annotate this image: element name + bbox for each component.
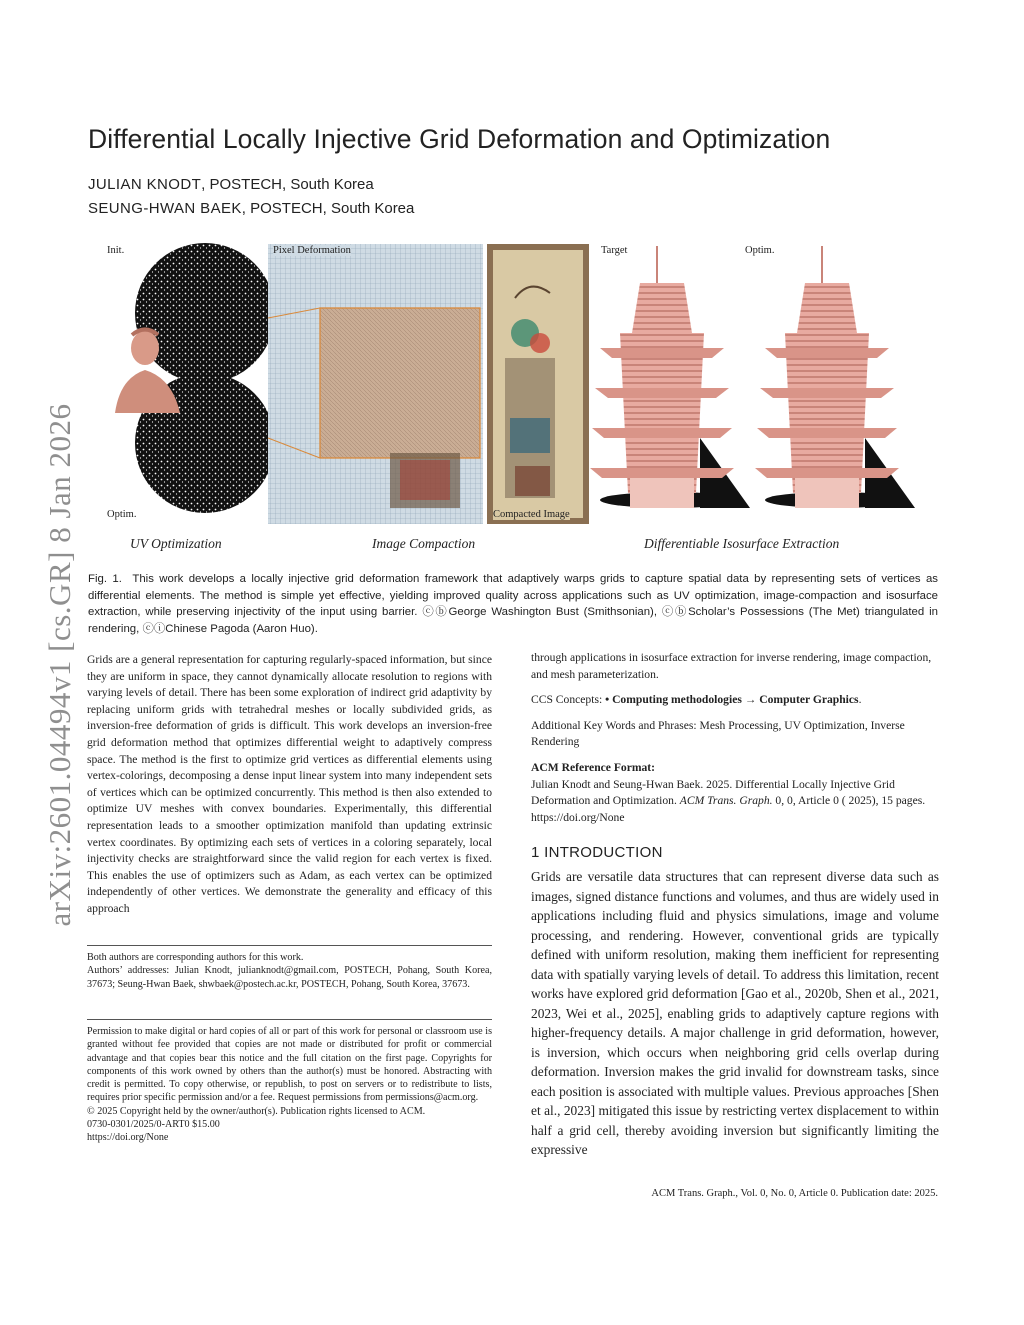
caption-credit-2: Scholar’s Possessions (The Met) triangulated in rendering, xyxy=(88,606,938,635)
figure-1 xyxy=(100,238,930,551)
arxiv-stamp-text: arXiv:2601.04494v1 [cs.GR] 8 Jan 2026 xyxy=(42,403,77,927)
pagoda-target xyxy=(590,246,750,508)
right-column xyxy=(531,650,939,826)
ccs-concepts xyxy=(531,692,939,709)
label-optim-right: Optim. xyxy=(745,245,775,256)
deformed-region xyxy=(320,308,480,458)
pagoda-optim xyxy=(755,246,915,508)
ccs-concept: Computing methodologies → Computer Graphics xyxy=(612,693,859,707)
cc-by-icon: ⓒⓑ xyxy=(661,606,689,618)
caption-label: Fig. 1. xyxy=(88,573,122,585)
author-2-affiliation: , POSTECH, South Korea xyxy=(241,200,415,217)
label-optim-left: Optim. xyxy=(107,509,137,520)
author-1-affiliation: , POSTECH, South Korea xyxy=(201,176,374,193)
author-1 xyxy=(88,176,374,193)
ccs-prefix: CCS Concepts: xyxy=(531,693,606,707)
cc-by-icon: ⓒⓑ xyxy=(422,606,449,618)
subcaption-compaction: Image Compaction xyxy=(372,536,476,551)
uv-init-disc xyxy=(135,243,275,383)
ccs-end: . xyxy=(858,693,862,707)
label-target: Target xyxy=(601,245,628,256)
keywords: Additional Key Words and Phrases: Mesh Processing, UV Optimization, Inverse Rendering xyxy=(531,718,905,749)
abstract-continued: through applications in isosurface extraction for inverse rendering, image compaction, and mesh parameterization. xyxy=(531,651,932,681)
label-compacted-image: Compacted Image xyxy=(493,509,570,520)
permission-text: Permission to make digital or hard copies of all or part of this work for personal or classroom use is granted without fee provided that copies are not made or distributed for profit or commercial advantage and that copies bear this notice and the full citation on the first page. Copyrights for components of this work owned by others than the author(s) must be honored. Abstracting with credit is permitted. To copy otherwise, or republish, to post on servers or to redistribute to lists, requires prior specific permission and/or a fee. Request permissions from permissions@acm.org. xyxy=(87,1026,492,1104)
author-2 xyxy=(88,200,414,217)
caption-credit-3: Chinese Pagoda (Aaron Huo). xyxy=(165,622,318,635)
footnote-addresses: Authors’ addresses: Julian Knodt, julianknodt@gmail.com, POSTECH, Pohang, South Korea, 37673; Seung-Hwan Baek, shwbaek@postech.ac.kr, POSTECH, Pohang, South Korea, 37673. xyxy=(87,965,492,990)
author-1-name: JULIAN KNODT xyxy=(88,176,202,193)
caption-text: This work develops a locally injective grid deformation framework that adaptively warps grids to capture spatial data by representing sets of vertices as differential elements. The method is simple yet effective, yielding improved quality across applications such as UV optimization, image-compaction and isosurface extraction, while preserving injectivity of the input using barrier. xyxy=(88,573,938,618)
figure-caption xyxy=(88,571,938,637)
left-column xyxy=(87,652,492,918)
paper-title: Differential Locally Injective Grid Deformation and Optimization xyxy=(88,124,831,154)
footnotes xyxy=(87,951,492,991)
page-footer: ACM Trans. Graph., Vol. 0, No. 0, Article 0. Publication date: 2025. xyxy=(651,1188,938,1199)
label-pixel-deformation: Pixel Deformation xyxy=(273,245,351,256)
footnote-rule xyxy=(87,945,492,946)
subcaption-isosurface: Differentiable Isosurface Extraction xyxy=(644,536,840,551)
label-init: Init. xyxy=(107,245,125,256)
section-heading-introduction: 1 INTRODUCTION xyxy=(531,844,663,861)
issn-line: 0730-0301/2025/0-ART0 $15.00 xyxy=(87,1119,220,1131)
subcaption-uv: UV Optimization xyxy=(130,536,222,551)
footnote-authors: Both authors are corresponding authors for this work. xyxy=(87,952,304,963)
reference-heading: ACM Reference Format: xyxy=(531,760,656,774)
reference-journal: ACM Trans. Graph. xyxy=(679,794,773,808)
caption-credit-1: George Washington Bust (Smithsonian), xyxy=(448,606,658,618)
abstract: Grids are a general representation for capturing regularly-spaced information, but since they are uniform in space, they cannot dynamically allocate resolution to regions with varying levels of detail. There has been some exploration of indirect grid adaptivity by replacing uniform grids with tetrahedral meshes or locally subdivided grids, as inversion-free deformation of grids is difficult. This work develops an inversion-free grid deformation method that optimizes differential weight to adaptively compress space. The method is the first to optimize grid vertices as differential elements using vertex-colorings, decomposing a dense input linear system into many independent sets of vertices which can be optimized concurrently. This method is then also extended to optimize UV meshes with convex boundaries. Experimentally, this differential representation leads to a smoother optimization manifold than updating extrinsic vertex coordinates. By optimizing each sets of vertices in a coloring separately, local injectivity checks are straightforward since the valid region for each vertex is fixed. This enables the use of optimizers such as Adam, as each vertex can be optimized independently of other vertices. We demonstrate the generality and efficacy of this approach xyxy=(87,653,492,915)
introduction-text: Grids are versatile data structures that can represent diverse data such as images, signed distance functions and volumes, and thus are widely used in applications including fluid and physics simulations, image and volume processing, and rendering. However, conventional grids are typically defined with uniform resolution, making them inefficient for representing data with spatially varying levels of detail. To address this limitation, recent works have explored grid deformation [Gao et al., 2020b, Shen et al., 2021, 2023, Wei et al., 2025], enabling grids to adaptively capture regions with higher-frequency details. A major challenge in grid deformation, however, is inversion, which occurs when neighboring grid cells overlap during deformation. Inversion makes the grid invalid for downstream tasks, since each position is associated with multiple values. Previous approaches [Shen et al., 2023] mitigated this issue by restricting vertex displacement to within half a grid cell, thereby avoiding inversion but significantly limiting the expressive xyxy=(531,869,939,1157)
copyright-line: © 2025 Copyright held by the owner/author(s). Publication rights licensed to ACM. xyxy=(87,1105,426,1117)
reference-pre: Julian Knodt and Seung-Hwan Baek. 2025. Differential Locally Injective Grid Deformation and Optimization. xyxy=(531,777,895,808)
reference-post: 0, 0, Article 0 ( 2025), 15 pages. https://doi.org/None xyxy=(531,794,926,824)
doi-line: https://doi.org/None xyxy=(87,1132,169,1144)
permission-block xyxy=(87,1025,492,1145)
permission-rule xyxy=(87,1019,492,1020)
author-2-name: SEUNG-HWAN BAEK xyxy=(88,200,242,217)
ccs-bullet: • xyxy=(605,693,613,707)
figure-1-image xyxy=(100,238,930,528)
reference-format xyxy=(531,777,939,827)
cc-public-icon: ⓒⓘ xyxy=(142,622,166,635)
